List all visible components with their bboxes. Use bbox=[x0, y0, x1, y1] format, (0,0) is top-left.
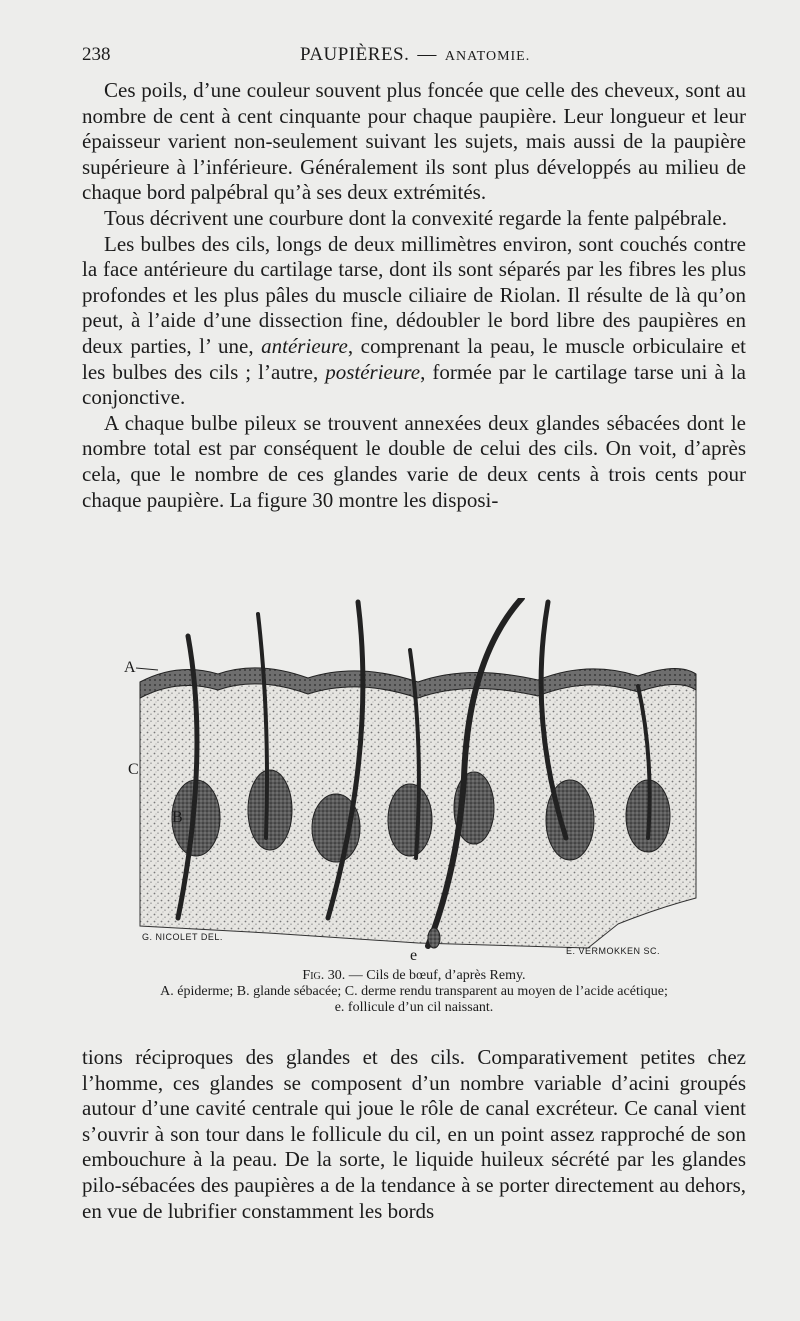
text-run: Les bulbes des cils, longs de deux millimètres environ, sont couchés contre la face antérieure du cartilage tarse, dont ils sont séparés par les fibres les plus profondes et les plus pâles du muscle ciliaire de Riolan. Il résulte de là qu’on peut, à l’aide d’une dissection fine, dédoubler le bord libre des paupières en deux parties, l’ une, bbox=[82, 231, 746, 358]
running-title: PAUPIÈRES. bbox=[300, 44, 410, 65]
running-subtitle: ANATOMIE. bbox=[444, 49, 531, 64]
figure-label: Fig. 30. bbox=[302, 968, 346, 983]
label-A: A bbox=[124, 659, 136, 676]
running-head bbox=[300, 44, 530, 66]
label-e: e bbox=[410, 947, 418, 962]
paragraph: tions réciproques des glandes et des cils. Comparativement petites chez l’homme, ces glandes se composent d’un nombre variable d’acini groupés autour d’une cavité centrale qui joue le rôle de canal excréteur. Ce canal vient s’ouvrir à son tour dans le follicule du cil, en un point assez rapproché de son embouchure à la peau. De la sorte, le liquide huileux sécrété par les glandes pilo-sébacées des paupières a de la tendance à se porter directement au dehors, en vue de lubrifier constamment les bords bbox=[82, 1045, 746, 1223]
body-text-top bbox=[82, 78, 746, 513]
nascent-follicle bbox=[428, 928, 440, 948]
signature-left: G. NICOLET DEL. bbox=[142, 932, 223, 942]
running-head-separator: — bbox=[417, 44, 437, 65]
text-run: , formée par le cartilage tarse uni à la conjonctive. bbox=[82, 359, 746, 410]
paragraph: Tous décrivent une courbure dont la convexité regarde la fente palpébrale. bbox=[104, 205, 727, 230]
emphasis: antérieure bbox=[261, 333, 348, 358]
caption-line-3: e. follicule d’un cil naissant. bbox=[334, 1000, 494, 1015]
eyelash-engraving bbox=[118, 598, 758, 962]
paragraph: Ces poils, d’une couleur souvent plus foncée que celle des cheveux, sont au nombre de cent à cent cinquante pour chaque paupière. Leur longueur et leur épaisseur varient non-seulement suivant les sujets, mais aussi de la paupière supérieure à l’inférieure. Généralement ils sont plus développés au milieu de chaque bord palpébral qu’à ses deux extrémités. bbox=[82, 78, 746, 205]
paragraph bbox=[82, 232, 746, 411]
caption-title: — Cils de bœuf, d’après Remy. bbox=[345, 968, 526, 983]
paragraph: A chaque bulbe pileux se trouvent annexées deux glandes sébacées dont le nombre total est par conséquent le double de celui des cils. On voit, d’après cela, que le nombre de ces glandes varie de deux cents à trois cents pour chaque paupière. La figure 30 montre les disposi- bbox=[82, 410, 746, 512]
figure-caption bbox=[82, 968, 746, 1016]
signature-right: E. VERMOKKEN SC. bbox=[566, 946, 661, 956]
label-C: C bbox=[128, 761, 139, 778]
label-B: B bbox=[172, 809, 183, 826]
body-text-bottom bbox=[82, 1045, 746, 1224]
page-header bbox=[82, 40, 746, 72]
caption-line-1 bbox=[82, 968, 746, 984]
figure-illustration bbox=[118, 598, 758, 962]
emphasis: postérieure bbox=[325, 359, 421, 384]
page-number: 238 bbox=[82, 44, 111, 65]
text-run: , comprenant la peau, le muscle orbiculaire et les bulbes des cils ; l’autre, bbox=[82, 333, 746, 384]
caption-line-2: A. épiderme; B. glande sébacée; C. derme rendu transparent au moyen de l’acide acétique; bbox=[160, 984, 668, 999]
